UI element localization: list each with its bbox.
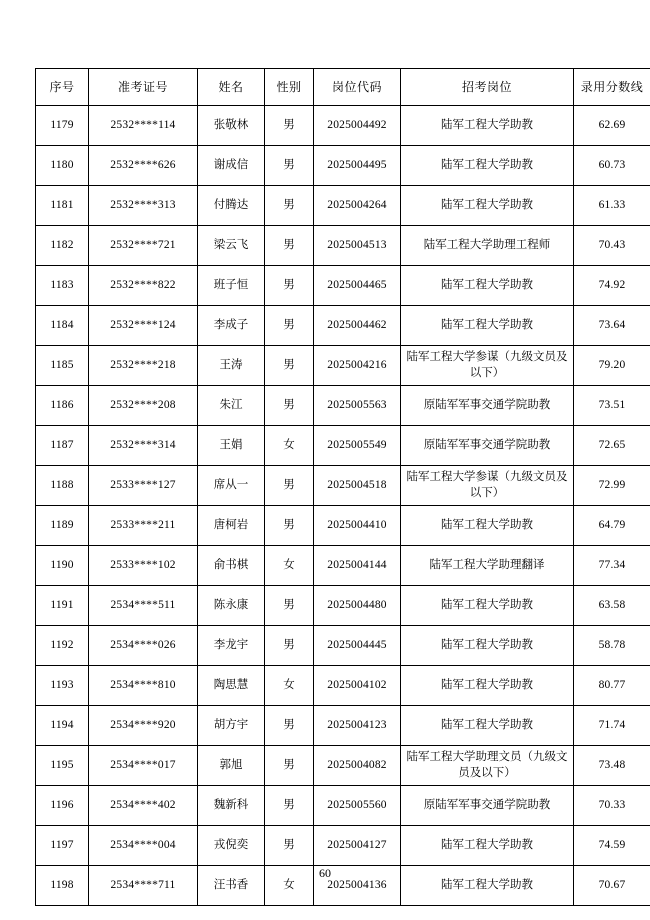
cell-name: 陶思慧 [198,666,265,706]
cell-seq: 1198 [36,866,89,906]
cell-post-code: 2025005563 [314,386,401,426]
cell-name: 汪书香 [198,866,265,906]
cell-ticket: 2534****026 [89,626,198,666]
cell-ticket: 2532****114 [89,106,198,146]
table-row [36,666,650,706]
cell-seq: 1191 [36,586,89,626]
cell-name: 陈永康 [198,586,265,626]
cell-ticket: 2533****102 [89,546,198,586]
table-row [36,386,650,426]
cell-score: 73.64 [574,306,650,346]
table-row [36,346,650,386]
table-row [36,306,650,346]
cell-name: 班子恒 [198,266,265,306]
table-row [36,426,650,466]
cell-ticket: 2534****920 [89,706,198,746]
cell-post-code: 2025004480 [314,586,401,626]
cell-post-code: 2025004410 [314,506,401,546]
cell-name: 张敬林 [198,106,265,146]
cell-ticket: 2534****711 [89,866,198,906]
cell-post-code: 2025004264 [314,186,401,226]
cell-name: 魏新科 [198,786,265,826]
cell-post-code: 2025004465 [314,266,401,306]
table-row [36,266,650,306]
cell-seq: 1197 [36,826,89,866]
cell-name: 王娟 [198,426,265,466]
cell-post-code: 2025004518 [314,466,401,506]
column-header-ticket: 准考证号 [89,69,198,106]
column-header-post: 招考岗位 [401,69,574,106]
cell-post-code: 2025004144 [314,546,401,586]
cell-ticket: 2532****721 [89,226,198,266]
cell-ticket: 2532****822 [89,266,198,306]
column-header-post-code: 岗位代码 [314,69,401,106]
cell-post: 陆军工程大学参谋（九级文员及以下） [401,346,574,386]
cell-score: 73.51 [574,386,650,426]
cell-post: 陆军工程大学助理翻译 [401,546,574,586]
cell-gender: 男 [265,186,314,226]
page-number: 60 [319,866,331,880]
cell-ticket: 2532****314 [89,426,198,466]
cell-gender: 男 [265,786,314,826]
cell-gender: 女 [265,546,314,586]
table-row [36,466,650,506]
cell-seq: 1183 [36,266,89,306]
cell-score: 80.77 [574,666,650,706]
cell-score: 79.20 [574,346,650,386]
cell-score: 58.78 [574,626,650,666]
cell-gender: 男 [265,346,314,386]
cell-score: 74.59 [574,826,650,866]
cell-score: 72.99 [574,466,650,506]
cell-gender: 男 [265,506,314,546]
table-row [36,146,650,186]
cell-score: 74.92 [574,266,650,306]
cell-seq: 1180 [36,146,89,186]
cell-score: 70.33 [574,786,650,826]
cell-name: 席从一 [198,466,265,506]
cell-post-code: 2025004082 [314,746,401,786]
table-row [36,186,650,226]
cell-ticket: 2534****810 [89,666,198,706]
cell-post: 原陆军军事交通学院助教 [401,786,574,826]
cell-seq: 1196 [36,786,89,826]
cell-post-code: 2025005549 [314,426,401,466]
cell-ticket: 2532****208 [89,386,198,426]
cell-gender: 男 [265,226,314,266]
cell-post-code: 2025004102 [314,666,401,706]
cell-seq: 1186 [36,386,89,426]
cell-post-code: 2025004127 [314,826,401,866]
cell-post: 陆军工程大学助教 [401,306,574,346]
cell-gender: 女 [265,666,314,706]
column-header-score: 录用分数线 [574,69,650,106]
table-row [36,626,650,666]
cell-name: 李龙宇 [198,626,265,666]
table-row [36,106,650,146]
column-header-name: 姓名 [198,69,265,106]
cell-score: 70.67 [574,866,650,906]
cell-post: 陆军工程大学助教 [401,106,574,146]
cell-seq: 1182 [36,226,89,266]
cell-score: 64.79 [574,506,650,546]
cell-post: 原陆军军事交通学院助教 [401,426,574,466]
cell-post-code: 2025004462 [314,306,401,346]
cell-seq: 1195 [36,746,89,786]
cell-ticket: 2534****017 [89,746,198,786]
cell-post: 陆军工程大学助理文员（九级文员及以下） [401,746,574,786]
cell-ticket: 2534****511 [89,586,198,626]
cell-gender: 男 [265,106,314,146]
cell-score: 61.33 [574,186,650,226]
cell-gender: 男 [265,146,314,186]
cell-name: 梁云飞 [198,226,265,266]
cell-score: 63.58 [574,586,650,626]
cell-post: 陆军工程大学助教 [401,586,574,626]
table-header-row [36,69,650,106]
cell-gender: 男 [265,386,314,426]
cell-post: 陆军工程大学助教 [401,706,574,746]
cell-post-code: 2025005560 [314,786,401,826]
cell-post: 陆军工程大学参谋（九级文员及以下） [401,466,574,506]
cell-ticket: 2532****218 [89,346,198,386]
cell-score: 60.73 [574,146,650,186]
cell-post-code: 2025004216 [314,346,401,386]
cell-post: 陆军工程大学助教 [401,826,574,866]
cell-name: 郭旭 [198,746,265,786]
cell-gender: 男 [265,746,314,786]
cell-ticket: 2532****124 [89,306,198,346]
table-row [36,706,650,746]
cell-post: 陆军工程大学助教 [401,666,574,706]
cell-gender: 女 [265,426,314,466]
cell-seq: 1193 [36,666,89,706]
cell-seq: 1188 [36,466,89,506]
cell-post: 陆军工程大学助教 [401,146,574,186]
cell-seq: 1181 [36,186,89,226]
table-body [36,106,650,906]
cell-gender: 男 [265,586,314,626]
cell-post: 陆军工程大学助理工程师 [401,226,574,266]
cell-ticket: 2532****626 [89,146,198,186]
cell-post-code: 2025004445 [314,626,401,666]
cell-post: 陆军工程大学助教 [401,626,574,666]
column-header-seq: 序号 [36,69,89,106]
cell-post-code: 2025004495 [314,146,401,186]
cell-score: 77.34 [574,546,650,586]
cell-seq: 1192 [36,626,89,666]
cell-post: 陆军工程大学助教 [401,186,574,226]
cell-name: 胡方宇 [198,706,265,746]
cell-post-code: 2025004123 [314,706,401,746]
cell-seq: 1189 [36,506,89,546]
table-row [36,506,650,546]
cell-post-code: 2025004136 [314,866,401,906]
cell-ticket: 2532****313 [89,186,198,226]
column-header-gender: 性别 [265,69,314,106]
cell-score: 62.69 [574,106,650,146]
cell-score: 71.74 [574,706,650,746]
table-row [36,586,650,626]
cell-seq: 1179 [36,106,89,146]
cell-score: 72.65 [574,426,650,466]
cell-gender: 男 [265,626,314,666]
cell-seq: 1194 [36,706,89,746]
cell-seq: 1185 [36,346,89,386]
table-row [36,746,650,786]
cell-post-code: 2025004492 [314,106,401,146]
cell-post: 陆军工程大学助教 [401,266,574,306]
cell-post: 原陆军军事交通学院助教 [401,386,574,426]
cell-gender: 男 [265,306,314,346]
cell-gender: 男 [265,706,314,746]
cell-post: 陆军工程大学助教 [401,866,574,906]
table-row [36,546,650,586]
cell-ticket: 2533****211 [89,506,198,546]
cell-name: 王涛 [198,346,265,386]
cell-gender: 男 [265,266,314,306]
score-table-container [35,68,644,906]
cell-seq: 1184 [36,306,89,346]
cell-name: 朱江 [198,386,265,426]
table-row [36,226,650,266]
cell-ticket: 2534****402 [89,786,198,826]
cell-gender: 女 [265,866,314,906]
cell-name: 李成子 [198,306,265,346]
cell-name: 俞书棋 [198,546,265,586]
cell-ticket: 2533****127 [89,466,198,506]
cell-seq: 1187 [36,426,89,466]
cell-gender: 男 [265,466,314,506]
cell-name: 谢成信 [198,146,265,186]
cell-score: 70.43 [574,226,650,266]
cell-name: 付腾达 [198,186,265,226]
cell-seq: 1190 [36,546,89,586]
cell-ticket: 2534****004 [89,826,198,866]
recruitment-score-table [35,68,650,906]
cell-name: 戎倪奕 [198,826,265,866]
table-row [36,786,650,826]
cell-gender: 男 [265,826,314,866]
cell-post: 陆军工程大学助教 [401,506,574,546]
table-header [36,69,650,106]
cell-name: 唐柯岩 [198,506,265,546]
table-row [36,826,650,866]
cell-score: 73.48 [574,746,650,786]
cell-post-code: 2025004513 [314,226,401,266]
